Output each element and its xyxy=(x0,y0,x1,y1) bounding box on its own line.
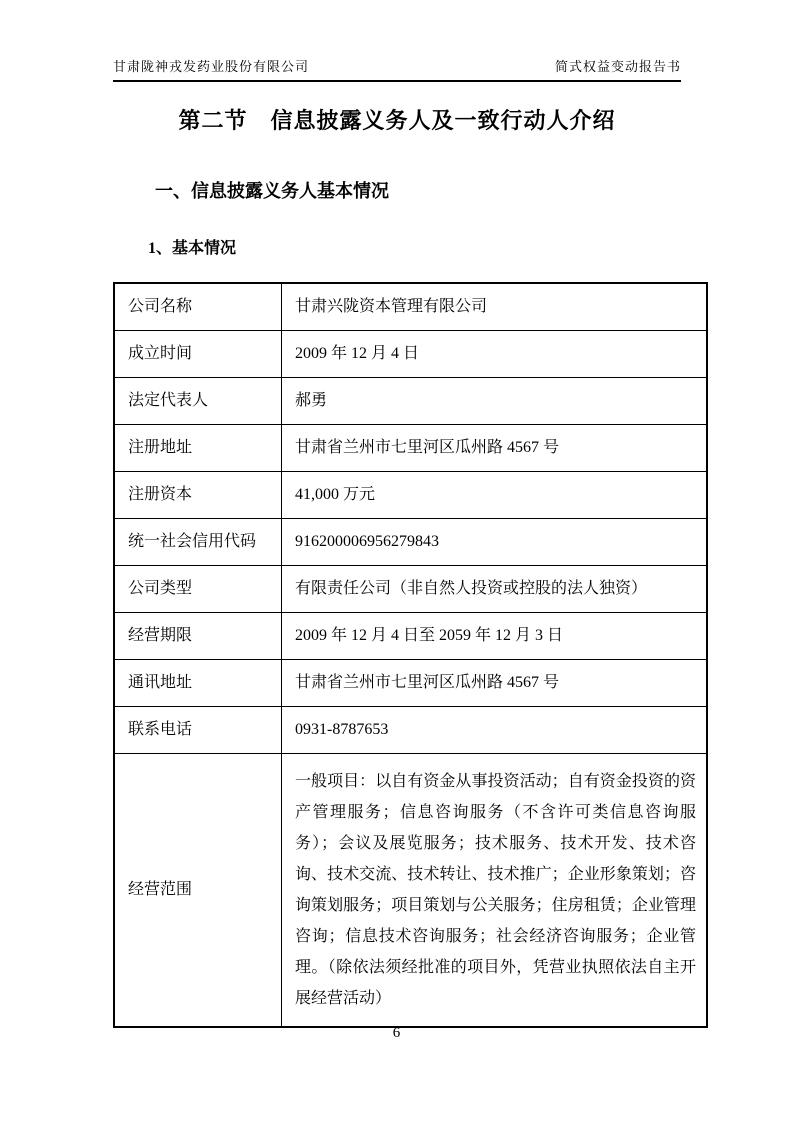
table-row xyxy=(114,331,707,378)
row-value: 一般项目：以自有资金从事投资活动；自有资金投资的资产管理服务；信息咨询服务（不含许可类信息咨询服务）；会议及展览服务；技术服务、技术开发、技术咨询、技术交流、技术转让、技术推广；企业形象策划；咨询策划服务；项目策划与公关服务；住房租赁；企业管理咨询；信息技术咨询服务；社会经济咨询服务；企业管理。（除依法须经批准的项目外，凭营业执照依法自主开展经营活动） xyxy=(282,754,708,1028)
table-row xyxy=(114,425,707,472)
table-row xyxy=(114,613,707,660)
table-row xyxy=(114,707,707,754)
table-row xyxy=(114,519,707,566)
page-footer xyxy=(0,1025,793,1042)
table-row xyxy=(114,660,707,707)
row-label: 公司名称 xyxy=(114,283,282,331)
row-label: 经营期限 xyxy=(114,613,282,660)
row-label: 统一社会信用代码 xyxy=(114,519,282,566)
table-row xyxy=(114,283,707,331)
table-row xyxy=(114,754,707,1028)
row-value: 甘肃省兰州市七里河区瓜州路 4567 号 xyxy=(282,660,708,707)
table-row xyxy=(114,378,707,425)
row-value: 甘肃兴陇资本管理有限公司 xyxy=(282,283,708,331)
running-header xyxy=(113,56,681,82)
row-label: 经营范围 xyxy=(114,754,282,1028)
header-report-type: 简式权益变动报告书 xyxy=(554,59,681,74)
row-label: 成立时间 xyxy=(114,331,282,378)
table-row xyxy=(114,472,707,519)
row-label: 公司类型 xyxy=(114,566,282,613)
row-value: 2009 年 12 月 4 日 xyxy=(282,331,708,378)
header-company-name: 甘肃陇神戎发药业股份有限公司 xyxy=(113,59,310,74)
row-label: 通讯地址 xyxy=(114,660,282,707)
row-label: 注册地址 xyxy=(114,425,282,472)
row-value: 916200006956279843 xyxy=(282,519,708,566)
row-label: 联系电话 xyxy=(114,707,282,754)
row-value: 2009 年 12 月 4 日至 2059 年 12 月 3 日 xyxy=(282,613,708,660)
row-label: 注册资本 xyxy=(114,472,282,519)
page-number: 6 xyxy=(392,1025,401,1041)
company-info-table xyxy=(113,282,708,1028)
row-value: 甘肃省兰州市七里河区瓜州路 4567 号 xyxy=(282,425,708,472)
row-value: 0931-8787653 xyxy=(282,707,708,754)
subsection-heading: 1、基本情况 xyxy=(148,240,237,257)
info-table-body xyxy=(114,283,707,1027)
table-row xyxy=(114,566,707,613)
page-title: 第二节 信息披露义务人及一致行动人介绍 xyxy=(178,108,616,133)
row-label: 法定代表人 xyxy=(114,378,282,425)
section-heading: 一、信息披露义务人基本情况 xyxy=(155,181,389,201)
row-value: 41,000 万元 xyxy=(282,472,708,519)
row-value: 有限责任公司（非自然人投资或控股的法人独资） xyxy=(282,566,708,613)
row-value: 郝勇 xyxy=(282,378,708,425)
